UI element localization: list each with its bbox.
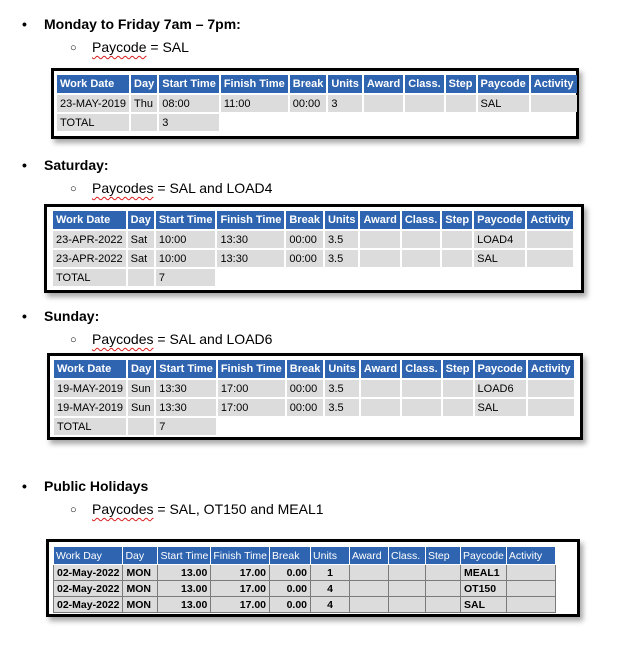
circle-bullet-icon: ○ <box>70 42 77 54</box>
paycode-line-saturday: ○ Paycodes = SAL and LOAD4 <box>70 180 273 196</box>
circle-bullet-icon: ○ <box>70 334 77 346</box>
paycode-line-sunday: ○ Paycodes = SAL and LOAD6 <box>70 331 273 347</box>
bullet-icon: • <box>22 16 27 32</box>
timesheet-table-saturday <box>44 204 584 293</box>
circle-bullet-icon: ○ <box>70 504 77 516</box>
total-row: TOTAL 7 <box>53 269 573 286</box>
table-row: 02-May-2022 MON 13.00 17.00 0.00 4 OT150 <box>54 581 556 597</box>
total-row: TOTAL 7 <box>54 418 574 435</box>
paycode-line-weekday: ○ Paycode = SAL <box>70 39 189 55</box>
table-row: 02-May-2022 MON 13.00 17.00 0.00 1 MEAL1 <box>54 565 556 581</box>
section-heading-public-holidays: • Public Holidays <box>22 478 149 494</box>
table-row: 19-MAY-2019 Sun 13:30 17:00 00:00 3.5 SAL <box>54 399 574 416</box>
table-header-row: Work Day Day Start Time Finish Time Break Units Award Class. Step Paycode Activity <box>54 547 556 565</box>
paycode-line-public-holidays: ○ Paycodes = SAL, OT150 and MEAL1 <box>70 501 324 517</box>
bullet-icon: • <box>22 308 27 324</box>
spellcheck-word: Paycodes <box>92 180 154 196</box>
table-row: 02-May-2022 MON 13.00 17.00 0.00 4 SAL <box>54 597 556 613</box>
circle-bullet-icon: ○ <box>70 183 77 195</box>
table-row: 23-MAY-2019 Thu 08:00 11:00 00:00 3 SAL <box>57 95 577 112</box>
timesheet-table-weekday <box>51 68 579 139</box>
spellcheck-word: Paycodes <box>92 501 154 517</box>
timesheet-table-public-holidays <box>46 539 580 617</box>
spellcheck-word: Paycode <box>92 39 147 55</box>
bullet-icon: • <box>22 478 27 494</box>
table-row: 23-APR-2022 Sat 10:00 13:30 00:00 3.5 LOAD4 <box>53 231 573 248</box>
total-row: TOTAL 3 <box>57 114 577 131</box>
section-heading-weekday: • Monday to Friday 7am – 7pm: <box>22 16 241 32</box>
table-header-row: Work Date Day Start Time Finish Time Break Units Award Class. Step Paycode Activity <box>54 360 574 378</box>
table-header-row: Work Date Day Start Time Finish Time Break Units Award Class. Step Paycode Activity <box>57 75 577 93</box>
spellcheck-word: Paycodes <box>92 331 154 347</box>
section-heading-sunday: • Sunday: <box>22 308 100 324</box>
bullet-icon: • <box>22 157 27 173</box>
table-row: 23-APR-2022 Sat 10:00 13:30 00:00 3.5 SAL <box>53 250 573 267</box>
section-heading-saturday: • Saturday: <box>22 157 109 173</box>
table-row: 19-MAY-2019 Sun 13:30 17:00 00:00 3.5 LOAD6 <box>54 380 574 397</box>
timesheet-table-sunday <box>47 353 583 440</box>
table-header-row: Work Date Day Start Time Finish Time Break Units Award Class. Step Paycode Activity <box>53 211 573 229</box>
